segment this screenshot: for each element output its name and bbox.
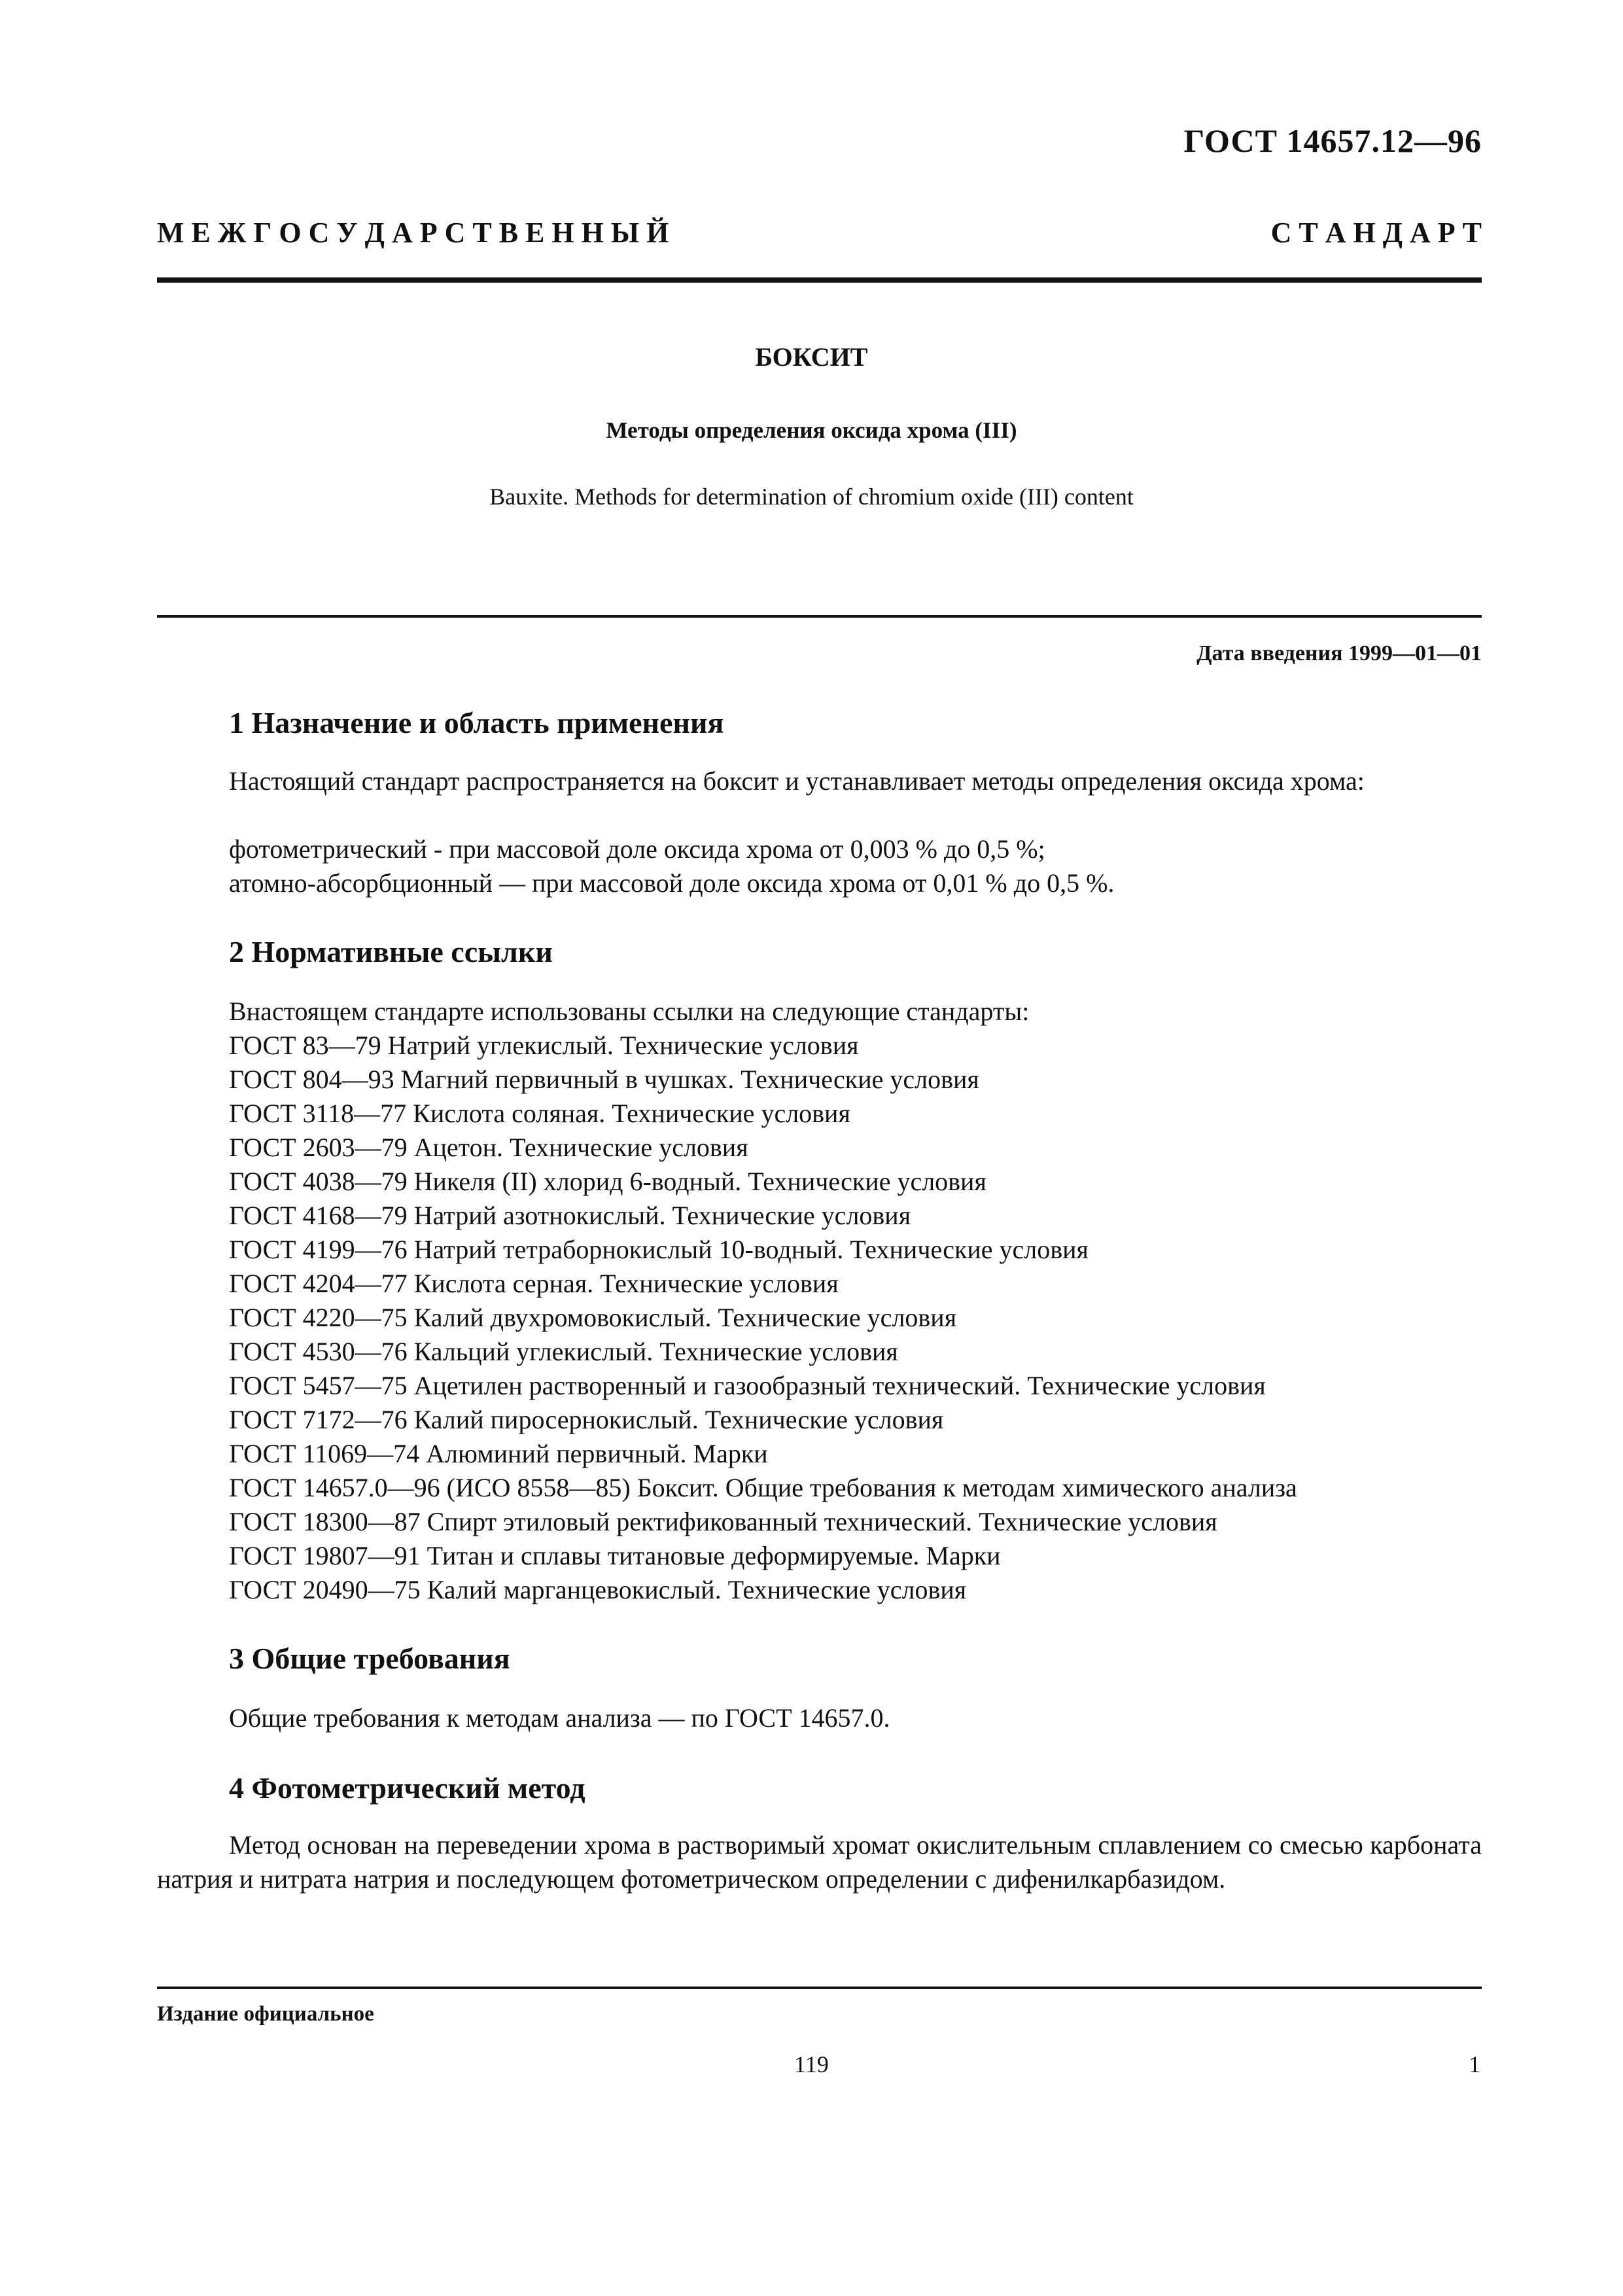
reference-item: ГОСТ 4168—79 Натрий азотнокислый. Технические условия [229, 1201, 911, 1230]
section-3-text: Общие требования к методам анализа — по ГОСТ 14657.0. [229, 1703, 890, 1733]
section-1-heading: 1 Назначение и область применения [229, 706, 724, 739]
section-1-item-photometric: фотометрический - при массовой доле оксида хрома от 0,003 % до 0,5 %; [229, 834, 1045, 864]
reference-item: ГОСТ 7172—76 Калий пиросернокислый. Технические условия [229, 1405, 944, 1434]
reference-item: ГОСТ 4220—75 Калий двухромовокислый. Технические условия [229, 1303, 957, 1332]
section-4-heading: 4 Фотометрический метод [229, 1771, 585, 1805]
reference-item: ГОСТ 2603—79 Ацетон. Технические условия [229, 1133, 748, 1162]
reference-item: ГОСТ 11069—74 Алюминий первичный. Марки [229, 1439, 768, 1468]
reference-item: ГОСТ 18300—87 Спирт этиловый ректификованный технический. Технические условия [229, 1507, 1217, 1536]
section-1-paragraph: Настоящий стандарт распространяется на боксит и устанавливает методы определения оксида хрома: [229, 766, 1365, 796]
page-number-center: 119 [794, 2051, 829, 2077]
introduction-date: Дата введения 1999—01—01 [1196, 641, 1482, 665]
reference-item: ГОСТ 4204—77 Кислота серная. Технические условия [229, 1269, 839, 1298]
reference-item: ГОСТ 804—93 Магний первичный в чушках. Технические условия [229, 1065, 979, 1094]
english-title: Bauxite. Methods for determination of chromium oxide (III) content [489, 484, 1134, 510]
document-subtitle: Методы определения оксида хрома (III) [606, 417, 1017, 443]
section-2-heading: 2 Нормативные ссылки [229, 935, 553, 968]
references-intro: Внастоящем стандарте использованы ссылки на следующие стандарты: [229, 997, 1030, 1026]
official-edition-label: Издание официальное [157, 2002, 374, 2026]
reference-item: ГОСТ 3118—77 Кислота соляная. Технические условия [229, 1099, 850, 1128]
references-list [229, 995, 1297, 1607]
reference-item: ГОСТ 5457—75 Ацетилен растворенный и газообразный технический. Технические условия [229, 1371, 1266, 1400]
title-rule [157, 615, 1482, 618]
reference-item: ГОСТ 4038—79 Никеля (II) хлорид 6-водный. Технические условия [229, 1167, 986, 1196]
standard-type-left: М Е Ж Г О С У Д А Р С Т В Е Н Н Ы Й [157, 217, 669, 249]
section-4-paragraph: Метод основан на переведении хрома в растворимый хромат окислительным сплавлением со смесью карбоната натрия и нитрата натрия и последующем фотометрическом определении с дифенилкарбазидом. [157, 1830, 1482, 1894]
footer-rule [157, 1987, 1482, 1989]
reference-item: ГОСТ 19807—91 Титан и сплавы титановые деформируемые. Марки [229, 1541, 1001, 1570]
header-rule [157, 277, 1482, 283]
reference-item: ГОСТ 4199—76 Натрий тетраборнокислый 10-водный. Технические условия [229, 1235, 1089, 1264]
reference-item: ГОСТ 14657.0—96 (ИСО 8558—85) Боксит. Общие требования к методам химического анализа [229, 1473, 1297, 1502]
section-1-item-atomic-absorption: атомно-абсорбционный — при массовой доле оксида хрома от 0,01 % до 0,5 %. [229, 868, 1115, 898]
reference-item: ГОСТ 4530—76 Кальций углекислый. Технические условия [229, 1337, 898, 1366]
section-3-heading: 3 Общие требования [229, 1642, 510, 1675]
reference-item: ГОСТ 83—79 Натрий углекислый. Технические условия [229, 1031, 859, 1060]
reference-item: ГОСТ 20490—75 Калий марганцевокислый. Технические условия [229, 1575, 967, 1604]
standard-type-line [157, 216, 1482, 249]
page-number-right: 1 [1469, 2051, 1480, 2077]
standard-type-right: С Т А Н Д А Р Т [1270, 217, 1482, 249]
document-title: БОКСИТ [755, 342, 868, 372]
document-number: ГОСТ 14657.12—96 [1183, 122, 1482, 159]
